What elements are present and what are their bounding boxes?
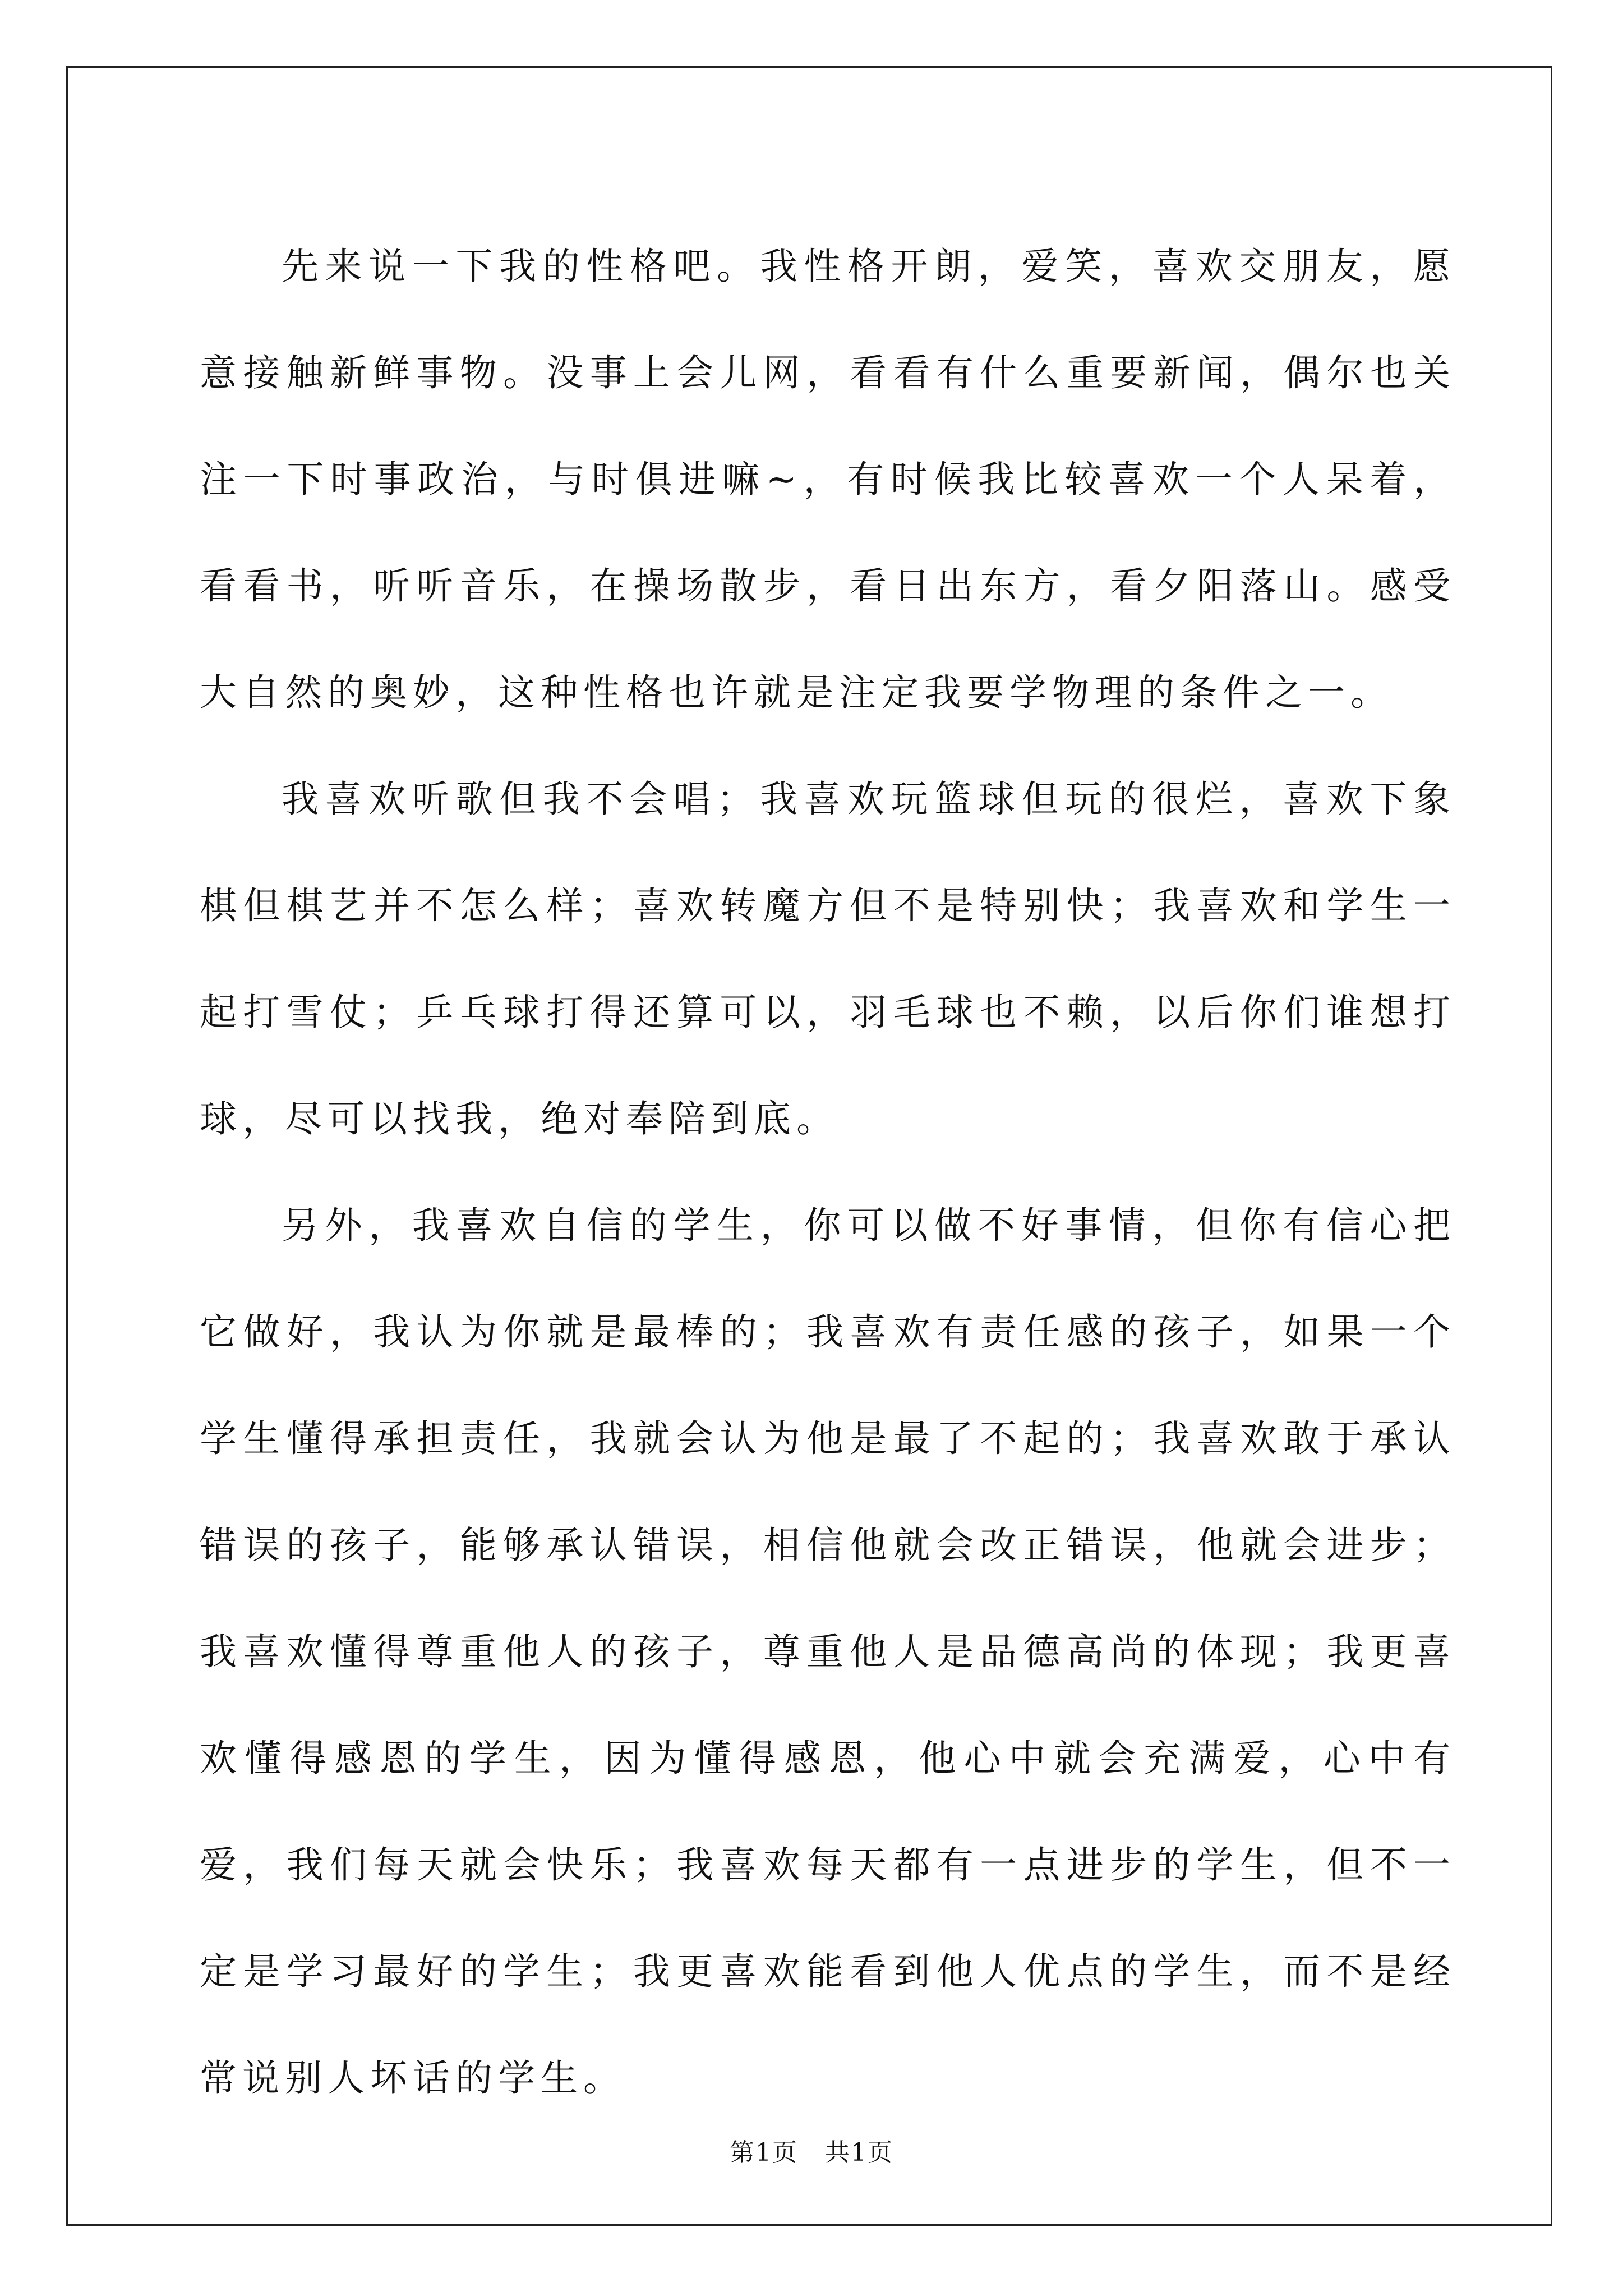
paragraph-hobbies: 我喜欢听歌但我不会唱；我喜欢玩篮球但玩的很烂，喜欢下象棋但棋艺并不怎么样；喜欢转魔方但不是特别快；我喜欢和学生一起打雪仗；乒乓球打得还算可以，羽毛球也不赖，以后你们谁想打球，尽可以找我，绝对奉陪到底。 — [200, 777, 1456, 1140]
paragraph-personality: 先来说一下我的性格吧。我性格开朗，爱笑，喜欢交朋友，愿意接触新鲜事物。没事上会儿网，看看有什么重要新闻，偶尔也关注一下时事政治，与时俱进嘛~，有时候我比较喜欢一个人呆着，看看书，听听音乐，在操场散步，看日出东方，看夕阳落山。感受大自然的奥妙，这种性格也许就是注定我要学物理的条件之一。 — [200, 245, 1456, 714]
paragraph-students: 另外，我喜欢自信的学生，你可以做不好事情，但你有信心把它做好，我认为你就是最棒的；我喜欢有责任感的孩子，如果一个学生懂得承担责任，我就会认为他是最了不起的；我喜欢敢于承认错误的孩子，能够承认错误，相信他就会改正错误，他就会进步；我喜欢懂得尊重他人的孩子，尊重他人是品德高尚的体现；我更喜欢懂得感恩的学生，因为懂得感恩，他心中就会充满爱，心中有爱，我们每天就会快乐；我喜欢每天都有一点进步的学生，但不一定是学习最好的学生；我更喜欢能看到他人优点的学生，而不是经常说别人坏话的学生。 — [200, 1204, 1456, 2100]
page-footer — [0, 2136, 1623, 2170]
page-number-total: 共1页 — [825, 2138, 893, 2167]
document-body — [200, 213, 1456, 2132]
page-number-current: 第1页 — [730, 2138, 798, 2167]
